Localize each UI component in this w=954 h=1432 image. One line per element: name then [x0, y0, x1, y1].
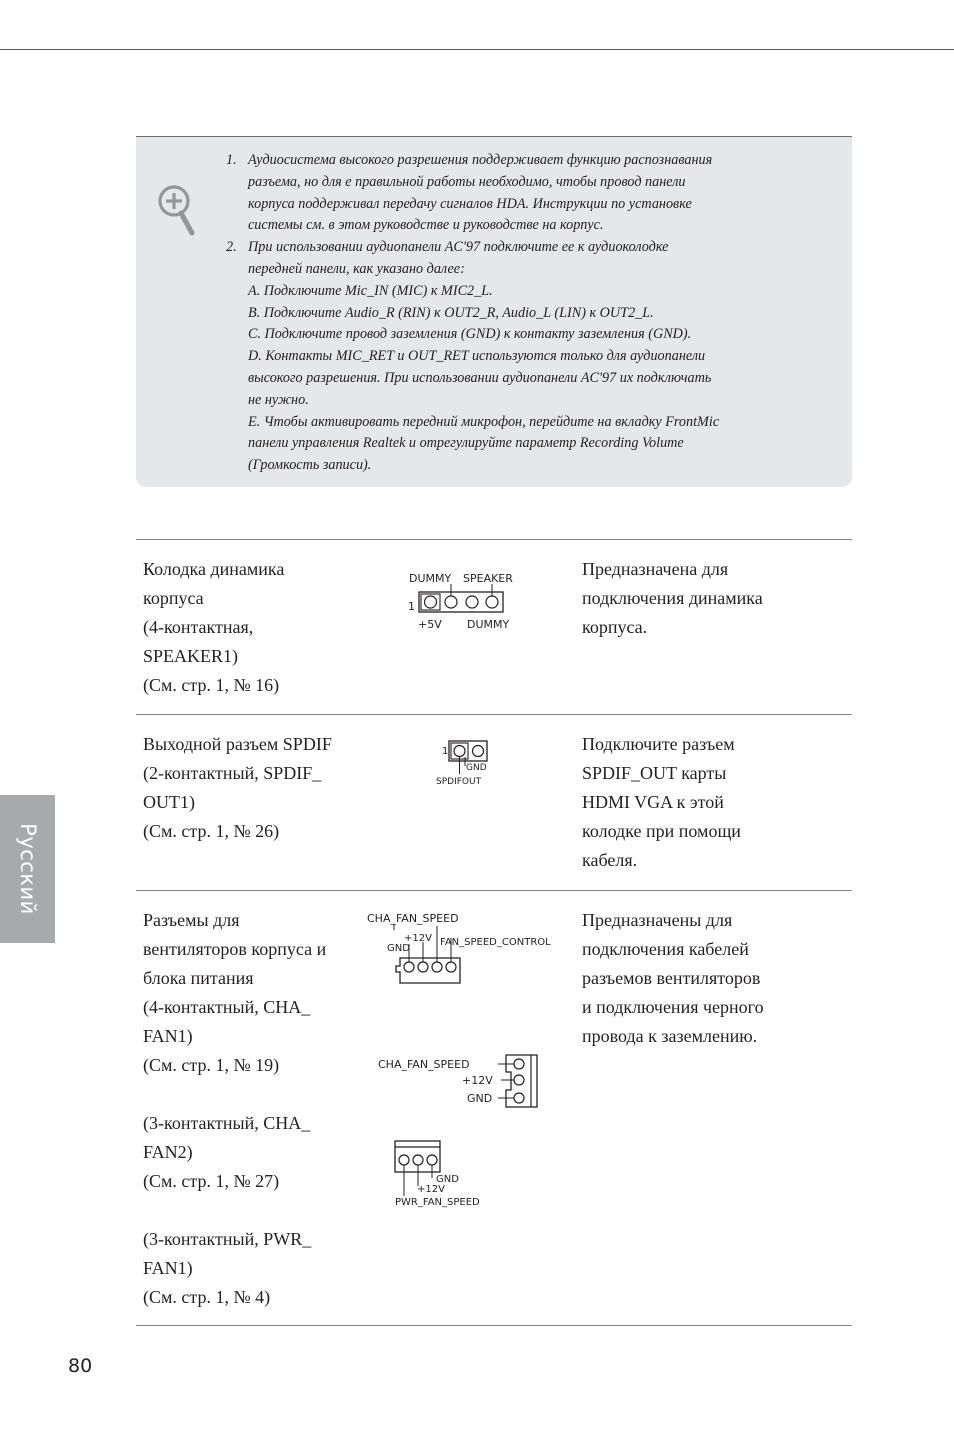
note-line: передней панели, как указано далее: [248, 260, 465, 277]
purpose-line: провода к заземлению. [582, 1026, 758, 1046]
cha-fan1-gnd-label: GND [387, 943, 410, 954]
description-line: (См. стр. 1, № 16) [143, 675, 280, 695]
purpose-line: Предназначена для [582, 559, 729, 579]
pwr-fan1-pin [399, 1155, 409, 1165]
description-line: FAN1) [143, 1258, 193, 1278]
table-rule-top [136, 539, 852, 540]
description-line: (4-контактный, CHA_ [143, 997, 311, 1017]
pwr-fan1-pin [427, 1155, 437, 1165]
spdif-name-label: SPDIFOUT [436, 777, 482, 787]
cha-fan1-speed-label: CHA_FAN_SPEED [367, 912, 459, 925]
speaker-pin [466, 596, 478, 608]
purpose-line: кабеля. [582, 850, 638, 870]
purpose-line: подключения кабелей [582, 939, 749, 959]
purpose-line: Предназначены для [582, 910, 733, 930]
spacer [143, 1080, 368, 1109]
description-line: OUT1) [143, 792, 195, 812]
language-tab [0, 795, 55, 943]
spdif-header-diagram [432, 736, 502, 790]
description-line: FAN2) [143, 1142, 193, 1162]
pwr-fan1-12v-label: +12V [417, 1184, 445, 1195]
note-line: разъема, но для е правильной работы необходимо, чтобы провод панели [248, 173, 686, 190]
spacer [143, 1196, 368, 1225]
purpose-line: и подключения черного [582, 997, 764, 1017]
cha-fan2-connector-body [506, 1055, 537, 1107]
note-line: не нужно. [248, 391, 309, 408]
speaker-header-description [143, 555, 363, 700]
description-line: Выходной разъем SPDIF [143, 734, 332, 754]
cha-fan1-control-label: FAN_SPEED_CONTROL [440, 937, 551, 948]
description-line: SPEAKER1) [143, 646, 239, 666]
speaker-header-diagram [400, 568, 530, 634]
pwr-fan1-gnd-label: GND [436, 1174, 459, 1185]
purpose-line: SPDIF_OUT карты [582, 763, 727, 783]
description-line: (См. стр. 1, № 26) [143, 821, 280, 841]
note-item [226, 150, 826, 237]
note-line: панели управления Realtek и отрегулируйте параметр Recording Volume [248, 435, 684, 452]
fan-headers-purpose [582, 906, 812, 1051]
pwr-fan1-pin [413, 1155, 423, 1165]
note-number: 1. [226, 152, 237, 168]
purpose-line: разъемов вентиляторов [582, 968, 761, 988]
spdif-header-description [143, 730, 363, 846]
page-number: 80 [68, 1355, 93, 1377]
fan-headers-description [143, 906, 368, 1312]
speaker-label-5v: +5V [418, 618, 442, 631]
purpose-line: корпуса. [582, 617, 648, 637]
table-rule [136, 714, 852, 715]
description-line: Колодка динамика [143, 559, 285, 579]
table-rule [136, 890, 852, 891]
spdif-pin [454, 746, 465, 757]
purpose-line: Подключите разъем [582, 734, 735, 754]
description-line: блока питания [143, 968, 254, 988]
description-line: корпуса [143, 588, 204, 608]
speaker-pin1-label: 1 [408, 600, 415, 613]
spdif-pin1-label: 1 [442, 746, 449, 757]
description-line: (См. стр. 1, № 27) [143, 1171, 280, 1191]
speaker-connector-body [419, 592, 503, 612]
magnifier-plus-icon [156, 183, 200, 239]
description-line: (См. стр. 1, № 4) [143, 1287, 271, 1307]
speaker-label-speaker: SPEAKER [463, 572, 513, 585]
speaker-pin [486, 596, 498, 608]
description-line: (4-контактная, [143, 617, 254, 637]
speaker-header-purpose [582, 555, 812, 642]
cha-fan1-pin [418, 962, 428, 972]
pwr-fan1-name-label: PWR_FAN_SPEED [395, 1197, 480, 1208]
note-line: При использовании аудиопанели AC'97 подключите ее к аудиоколодке [248, 239, 669, 256]
note-line: B. Подключите Audio_R (RIN) к OUT2_R, Audio_L (LIN) к OUT2_L. [248, 304, 654, 321]
description-line: (3-контактный, CHA_ [143, 1113, 311, 1133]
note-line: корпуса поддерживал передачу сигналов HDA. Инструкции по установке [248, 195, 692, 212]
note-line: A. Подключите Mic_IN (MIC) к MIC2_L. [248, 282, 493, 299]
description-line: (См. стр. 1, № 19) [143, 1055, 280, 1075]
cha-fan2-speed-label: CHA_FAN_SPEED [378, 1058, 470, 1071]
cha-fan1-pin [432, 962, 442, 972]
cha-fan1-pin [446, 962, 456, 972]
description-line: (3-контактный, PWR_ [143, 1229, 312, 1249]
spdif-gnd-label: GND [466, 763, 487, 773]
notes-list [226, 150, 826, 477]
note-box [136, 136, 852, 487]
speaker-pin [425, 596, 437, 608]
spdif-pin [473, 746, 484, 757]
note-line: системы см. в этом руководстве и руководстве на корпус. [248, 217, 604, 234]
speaker-pin [445, 596, 457, 608]
note-line: (Громкость записи). [248, 457, 372, 474]
note-line: D. Контакты MIC_RET и OUT_RET используются только для аудиопанели [248, 348, 706, 365]
note-item [226, 237, 826, 477]
cha-fan1-diagram [364, 906, 568, 988]
description-line: Разъемы для [143, 910, 240, 930]
cha-fan2-pin [514, 1075, 524, 1085]
pwr-fan1-diagram [392, 1138, 502, 1212]
note-line: Аудиосистема высокого разрешения поддерживает функцию распознавания [248, 152, 713, 168]
purpose-line: HDMI VGA к этой [582, 792, 724, 812]
purpose-line: подключения динамика [582, 588, 763, 608]
language-tab-label: Русский [15, 823, 40, 915]
cha-fan1-12v-label: +12V [404, 933, 432, 944]
purpose-line: колодке при помощи [582, 821, 741, 841]
cha-fan2-pin [514, 1093, 524, 1103]
note-line: высокого разрешения. При использовании аудиопанели AC'97 их подключать [248, 369, 712, 386]
note-number: 2. [226, 239, 237, 256]
description-line: вентиляторов корпуса и [143, 939, 327, 959]
description-line: (2-контактный, SPDIF_ [143, 763, 322, 783]
speaker-label-dummy-bottom: DUMMY [467, 618, 510, 631]
cha-fan2-gnd-label: GND [467, 1092, 493, 1105]
speaker-label-dummy-top: DUMMY [409, 572, 452, 585]
header-rule [0, 49, 954, 50]
cha-fan2-diagram [374, 1050, 544, 1110]
cha-fan2-12v-label: +12V [462, 1074, 493, 1087]
cha-fan1-pin [404, 962, 414, 972]
note-line: E. Чтобы активировать передний микрофон, перейдите на вкладку FrontMic [248, 413, 720, 430]
note-line: C. Подключите провод заземления (GND) к контакту заземления (GND). [248, 326, 692, 343]
spdif-header-purpose [582, 730, 812, 875]
description-line: FAN1) [143, 1026, 193, 1046]
table-rule-bottom [136, 1325, 852, 1326]
cha-fan2-pin [514, 1059, 524, 1069]
